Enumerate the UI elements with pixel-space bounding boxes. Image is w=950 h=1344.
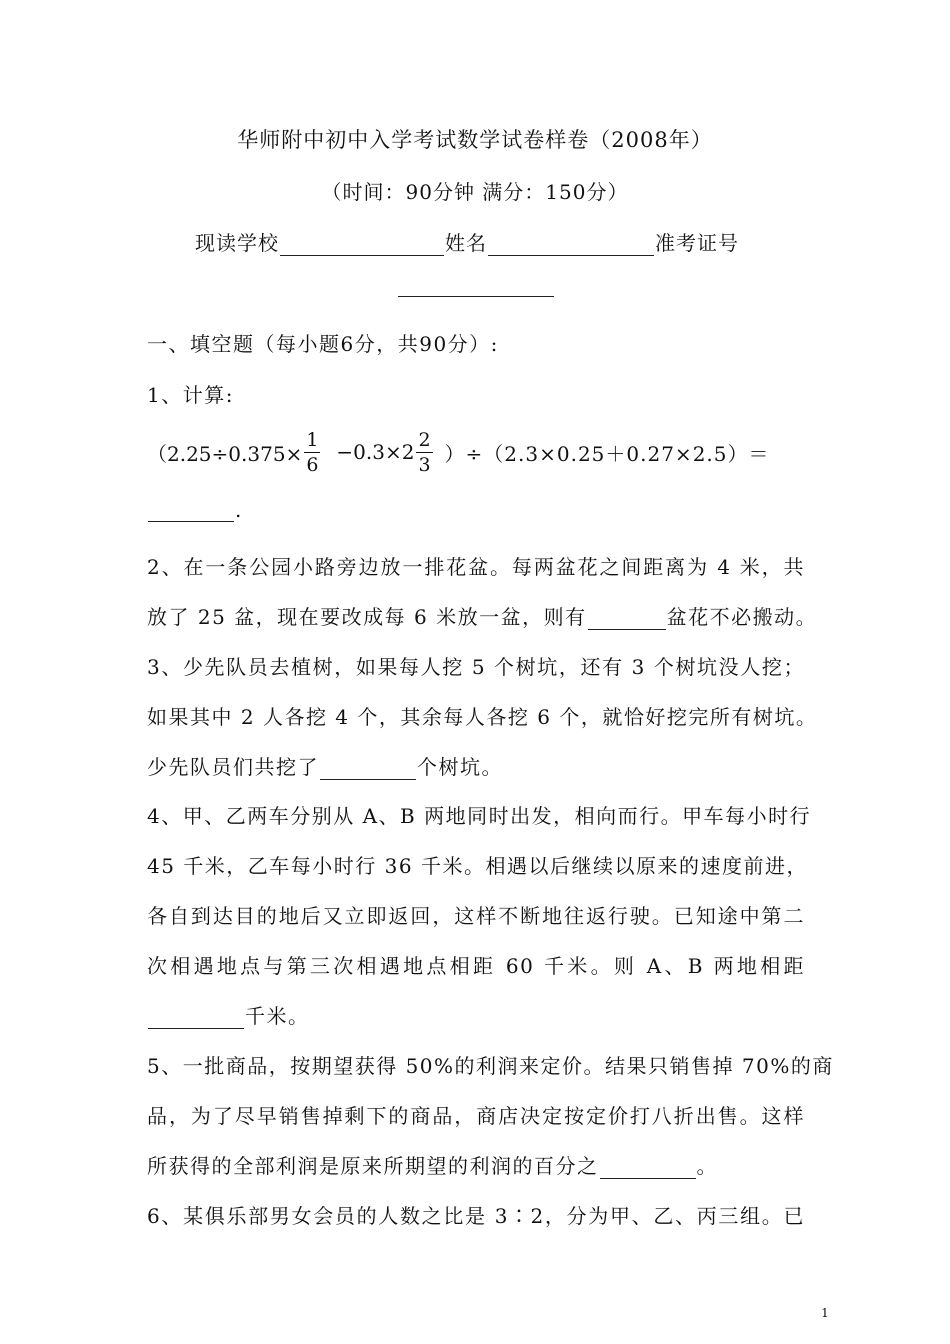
q5-answer-blank[interactable] [600, 1156, 696, 1179]
exam-id-blank[interactable] [398, 296, 554, 297]
q4-line2: 45 千米，乙车每小时行 36 千米。相遇以后继续以原来的速度前进， [147, 854, 808, 878]
exam-subtitle: （时间：90分钟 满分：150分） [321, 180, 629, 204]
q4-line5 [147, 1000, 310, 1029]
exam-id-label: 准考证号 [655, 231, 739, 255]
q5-line3-pre: 所获得的全部利润是原来所期望的利润的百分之 [147, 1154, 599, 1178]
q1-part-c: ）÷（2.3×0.25＋0.27×2.5）＝ [444, 441, 770, 466]
q1-formula [147, 424, 770, 480]
q4-line1: 4、甲、乙两车分别从 A、B 两地同时出发，相向而行。甲车每小时行 [147, 804, 812, 828]
page-number: 1 [821, 1306, 829, 1320]
frac1-numerator: 1 [306, 428, 319, 451]
q1-answer-blank[interactable] [148, 499, 234, 522]
section1-heading: 一、填空题（每小题6分，共90分）: [147, 332, 499, 356]
q1-tail: . [235, 498, 243, 522]
q2-line1: 2、在一条公园小路旁边放一排花盆。每两盆花之间距离为 4 米，共 [147, 555, 805, 579]
q4-answer-blank[interactable] [148, 1006, 244, 1029]
name-label: 姓名 [445, 231, 487, 255]
q3-line3 [147, 751, 503, 780]
q3-line3-pre: 少先队员们共挖了 [147, 755, 319, 779]
fraction-two-thirds [416, 428, 432, 477]
q4-line4: 次相遇地点与第三次相遇地点相距 60 千米。则 A、B 两地相距 [147, 954, 805, 978]
q4-line5-post: 千米。 [245, 1004, 310, 1028]
q4-line3: 各自到达目的地后又立即返回，这样不断地往返行驶。已知途中第二 [147, 904, 805, 928]
school-blank[interactable] [280, 233, 444, 256]
q5-line2: 品，为了尽早销售掉剩下的商品，商店决定按定价打八折出售。这样 [147, 1104, 805, 1128]
q3-line3-post: 个树坑。 [417, 755, 503, 779]
q5-line1: 5、一批商品，按期望获得 50%的利润来定价。结果只销售掉 70%的商 [147, 1054, 834, 1078]
q6-line1: 6、某俱乐部男女会员的人数之比是 3∶2，分为甲、乙、丙三组。已 [147, 1204, 805, 1228]
student-info-line [195, 227, 739, 256]
q1-part-b: −0.3×2 [336, 440, 415, 464]
q3-line1: 3、少先队员去植树，如果每人挖 5 个树坑，还有 3 个树坑没人挖； [147, 655, 805, 679]
q3-answer-blank[interactable] [320, 757, 416, 780]
q1-label: 1、计算: [147, 383, 234, 407]
q1-answer-line [147, 498, 243, 522]
frac2-denominator: 3 [418, 453, 431, 476]
q5-line3-post: 。 [696, 1154, 718, 1178]
q2-line2-pre: 放了 25 盆，现在要改成每 6 米放一盆，则有 [147, 605, 587, 629]
school-label: 现读学校 [195, 231, 279, 255]
q1-part-a: （2.25÷0.375× [147, 441, 303, 466]
q2-line2-post: 盆花不必搬动。 [666, 605, 818, 629]
q5-line3 [147, 1150, 718, 1179]
name-blank[interactable] [488, 233, 654, 256]
exam-title: 华师附中初中入学考试数学试卷样卷（2008年） [237, 128, 713, 152]
q2-line2 [147, 601, 817, 630]
fraction-one-sixth [304, 428, 320, 477]
frac1-denominator: 6 [306, 453, 319, 476]
frac2-numerator: 2 [418, 428, 431, 451]
q3-line2: 如果其中 2 人各挖 4 个，其余每人各挖 6 个，就恰好挖完所有树坑。 [147, 705, 818, 729]
q2-answer-blank[interactable] [588, 607, 666, 630]
